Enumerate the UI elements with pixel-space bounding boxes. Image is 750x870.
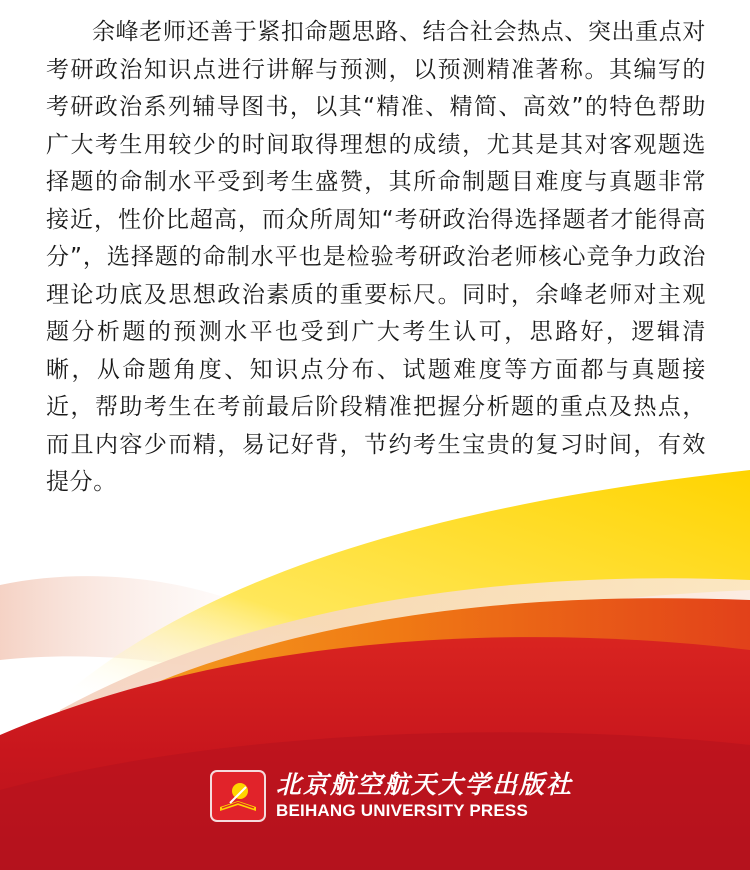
book-logo-icon: [212, 772, 264, 820]
body-paragraph: 余峰老师还善于紧扣命题思路、结合社会热点、突出重点对考研政治知识点进行讲解与预测，以预测精准著称。其编写的考研政治系列辅导图书，以其“精准、精简、高效”的特色帮助广大考生用较少的时间取得理想的成绩，尤其是其对客观题选择题的命制水平受到考生盛赞，其所命制题目难度与真题非常接近，性价比超高，而众所周知“考研政治得选择题者才能得高分”，选择题的命制水平也是检验考研政治老师核心竞争力政治理论功底及思想政治素质的重要标尺。同时，余峰老师对主观题分析题的预测水平也受到广大考生认可，思路好，逻辑清晰，从命题角度、知识点分布、试题难度等方面都与真题接近，帮助考生在考前最后阶段精准把握分析题的重点及热点，而且内容少而精，易记好背，节约考生宝贵的复习时间，有效提分。: [46, 19, 706, 495]
publisher-block: [212, 770, 573, 822]
publisher-name-en: BEIHANG UNIVERSITY PRESS: [276, 801, 528, 820]
publisher-name-cn: 北京航空航天大学出版社: [276, 770, 574, 799]
